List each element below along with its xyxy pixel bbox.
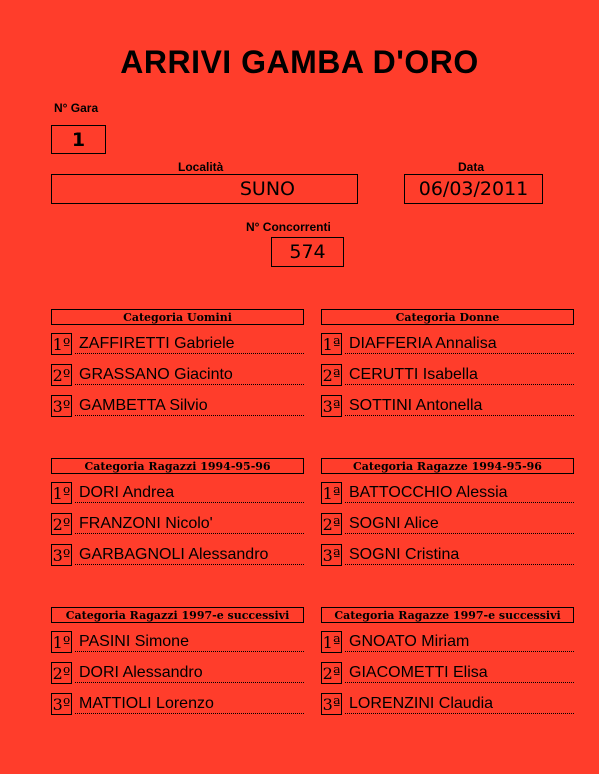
data-field: 06/03/2011 bbox=[404, 174, 543, 204]
athlete-name: GAMBETTA Silvio bbox=[79, 397, 208, 414]
position-badge: 2º bbox=[52, 365, 71, 385]
athlete-name: SOGNI Alice bbox=[349, 515, 439, 532]
athlete-name: CERUTTI Isabella bbox=[349, 366, 478, 383]
result-row bbox=[321, 395, 574, 417]
result-row bbox=[321, 333, 574, 355]
result-row bbox=[51, 482, 304, 504]
position-badge: 3º bbox=[52, 396, 71, 416]
athlete-name: GNOATO Miriam bbox=[349, 633, 470, 650]
result-row bbox=[321, 662, 574, 684]
athlete-name: DIAFFERIA Annalisa bbox=[349, 335, 497, 352]
athlete-name: SOTTINI Antonella bbox=[349, 397, 483, 414]
athlete-name: DORI Alessandro bbox=[79, 664, 203, 681]
athlete-name: GARBAGNOLI Alessandro bbox=[79, 546, 269, 563]
category-header: Categoria Donne bbox=[321, 309, 574, 325]
category-header: Categoria Ragazze 1994-95-96 bbox=[321, 458, 574, 474]
result-row bbox=[51, 333, 304, 355]
athlete-name: MATTIOLI Lorenzo bbox=[79, 695, 214, 712]
athlete-name: GIACOMETTI Elisa bbox=[349, 664, 488, 681]
position-badge: 2º bbox=[52, 514, 71, 534]
position-badge: 1º bbox=[52, 334, 71, 354]
position-badge: 1ª bbox=[322, 632, 341, 652]
result-row bbox=[321, 544, 574, 566]
athlete-name: SOGNI Cristina bbox=[349, 546, 460, 563]
gara-label: N° Gara bbox=[54, 101, 99, 115]
result-row bbox=[51, 364, 304, 386]
athlete-name: FRANZONI Nicolo' bbox=[79, 515, 213, 532]
athlete-name: PASINI Simone bbox=[79, 633, 189, 650]
result-row bbox=[321, 482, 574, 504]
position-badge: 2º bbox=[52, 663, 71, 683]
category-header: Categoria Ragazzi 1994-95-96 bbox=[51, 458, 304, 474]
athlete-name: BATTOCCHIO Alessia bbox=[349, 484, 508, 501]
category-header: Categoria Ragazzi 1997-e successivi bbox=[51, 607, 304, 623]
athlete-name: DORI Andrea bbox=[79, 484, 175, 501]
page-title: ARRIVI GAMBA D'ORO bbox=[120, 44, 479, 80]
position-badge: 3º bbox=[52, 694, 71, 714]
result-row bbox=[51, 544, 304, 566]
result-row bbox=[321, 364, 574, 386]
concorrenti-field: 574 bbox=[271, 237, 344, 267]
localita-field: SUNO bbox=[51, 174, 358, 204]
localita-label: Località bbox=[178, 160, 224, 174]
result-row bbox=[321, 631, 574, 653]
position-badge: 2ª bbox=[322, 514, 341, 534]
position-badge: 3ª bbox=[322, 545, 341, 565]
position-badge: 1º bbox=[52, 632, 71, 652]
position-badge: 3ª bbox=[322, 694, 341, 714]
athlete-name: LORENZINI Claudia bbox=[349, 695, 494, 712]
concorrenti-label: N° Concorrenti bbox=[246, 220, 331, 234]
position-badge: 2ª bbox=[322, 365, 341, 385]
gara-field: 1 bbox=[51, 125, 106, 154]
position-badge: 1ª bbox=[322, 483, 341, 503]
result-row bbox=[51, 395, 304, 417]
result-row bbox=[51, 662, 304, 684]
category-header: Categoria Ragazze 1997-e successivi bbox=[321, 607, 574, 623]
result-row bbox=[321, 513, 574, 535]
position-badge: 1ª bbox=[322, 334, 341, 354]
position-badge: 2ª bbox=[322, 663, 341, 683]
category-header: Categoria Uomini bbox=[51, 309, 304, 325]
position-badge: 1º bbox=[52, 483, 71, 503]
data-label: Data bbox=[458, 160, 485, 174]
athlete-name: ZAFFIRETTI Gabriele bbox=[79, 335, 235, 352]
result-row bbox=[51, 631, 304, 653]
athlete-name: GRASSANO Giacinto bbox=[79, 366, 233, 383]
result-row bbox=[51, 513, 304, 535]
result-row bbox=[321, 693, 574, 715]
position-badge: 3º bbox=[52, 545, 71, 565]
position-badge: 3ª bbox=[322, 396, 341, 416]
result-row bbox=[51, 693, 304, 715]
